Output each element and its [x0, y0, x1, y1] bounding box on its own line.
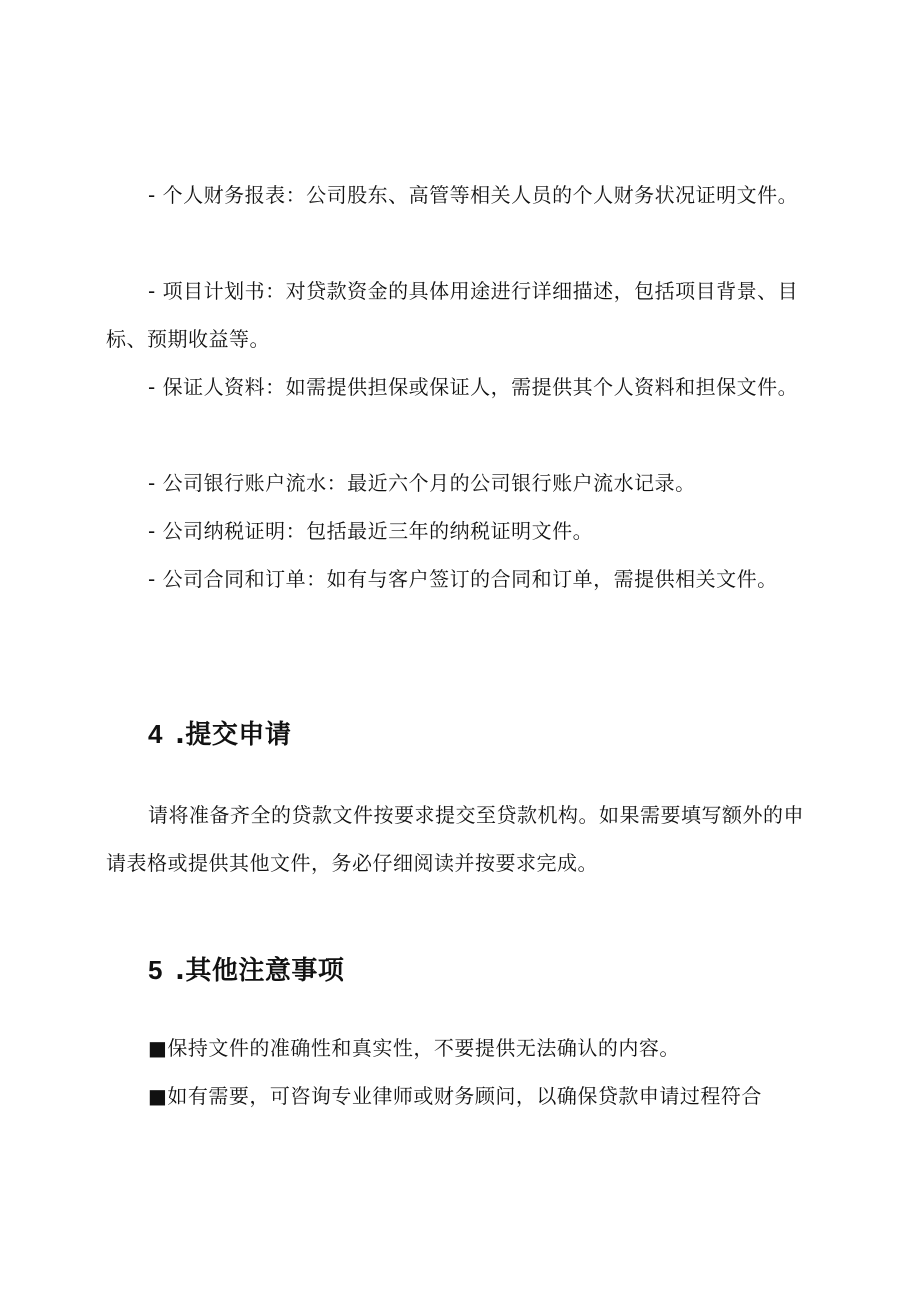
list-item-contracts-orders: - 公司合同和订单：如有与客户签订的合同和订单，需提供相关文件。 — [148, 567, 778, 591]
section-title: .其他注意事项 — [174, 956, 345, 986]
section-heading-other-notes — [148, 952, 344, 989]
paragraph-submit-instructions: 请将准备齐全的贷款文件按要求提交至贷款机构。如果需要填写额外的申请表格或提供其他文件，务必仔细阅读并按要求完成。 — [106, 803, 804, 875]
section-title: .提交申请 — [174, 720, 292, 750]
bullet-item-accuracy: ■保持文件的准确性和真实性，不要提供无法确认的内容。 — [148, 1036, 680, 1060]
list-item-project-plan: - 项目计划书：对贷款资金的具体用途进行详细描述，包括项目背景、目标、预期收益等。 — [106, 279, 799, 351]
list-item-tax-certificate: - 公司纳税证明：包括最近三年的纳税证明文件。 — [148, 519, 594, 543]
section-number: 5 — [148, 955, 163, 985]
bullet-item-consult-professional: ■如有需要，可咨询专业律师或财务顾问，以确保贷款申请过程符合 — [148, 1084, 762, 1108]
list-item-personal-financial-statement: - 个人财务报表：公司股东、高管等相关人员的个人财务状况证明文件。 — [148, 183, 799, 207]
list-item-guarantor-info: - 保证人资料：如需提供担保或保证人，需提供其个人资料和担保文件。 — [148, 375, 799, 399]
list-item-bank-statement: - 公司银行账户流水：最近六个月的公司银行账户流水记录。 — [148, 471, 696, 495]
section-heading-submit — [148, 716, 291, 753]
section-number: 4 — [148, 719, 163, 749]
